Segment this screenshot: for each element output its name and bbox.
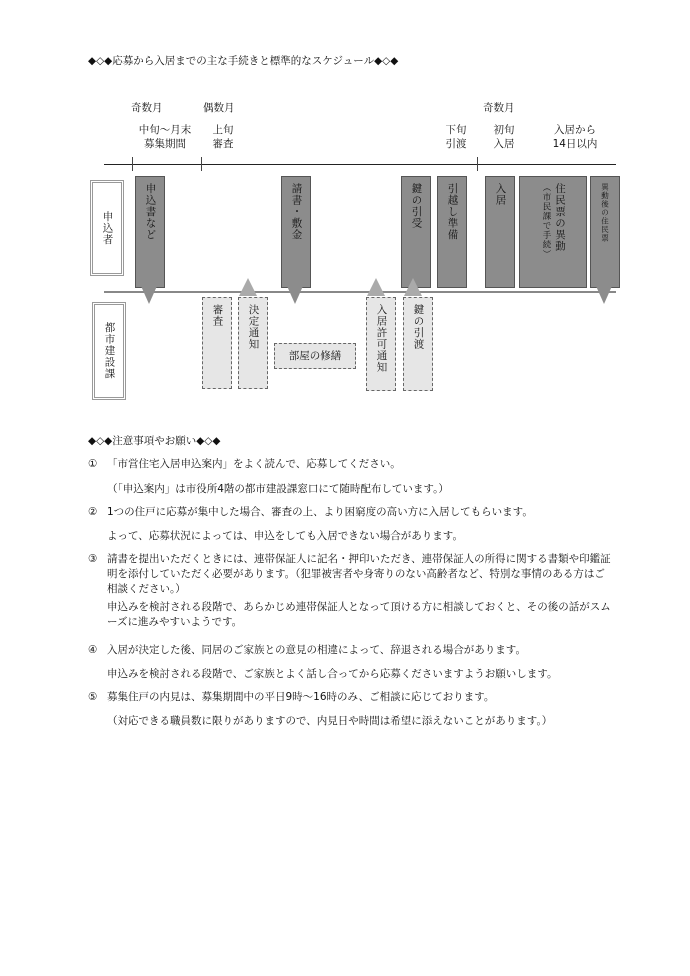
step-room-repair [274,343,356,369]
step-decision-notice [238,297,268,389]
lane-divider [104,291,616,293]
party-city-label: 都市建設課 [103,322,116,380]
note-text: 「市営住宅入居申込案内」をよく読んで、応募してください。 [107,458,401,470]
party-applicant-label: 申込者 [101,210,114,246]
step-key-receive-label: 鍵の引受 [410,183,423,229]
arrow-up [239,278,257,296]
period-5-label: 14日以内 [552,138,598,150]
note-number: ③ [88,553,98,565]
step-post-move-registry-label: 異動後の住民票 [600,183,610,243]
arrow-up [367,278,385,296]
timeline-axis [104,164,616,165]
period-2-label: 審査 [212,138,234,150]
step-application [135,176,165,288]
note-number: ④ [88,644,98,656]
step-application-label: 申込書など [144,183,157,241]
step-move-in-permit-label: 入居許可通知 [375,304,388,373]
step-resident-registry-label: 住民票の異動 [554,183,566,252]
period-1-label: 募集期間 [144,138,186,150]
note-text: 募集住戸の内見は、募集期間中の平日9時～16時のみ、ご相談に応じております。 [107,691,495,703]
step-move-in-label: 入居 [494,183,507,206]
step-pledge-deposit [281,176,311,288]
label-even-month: 偶数月 [203,102,235,114]
timeline-tick [201,157,202,171]
note-text: 申込みを検討される段階で、ご家族とよく話し合ってから応募くださいますようお願いします。 [107,668,558,680]
note-text: よって、応募状況によっては、申込をしても入居できない場合があります。 [107,530,463,542]
arrow-down [596,286,612,304]
step-pledge-label: 請書・敷金 [290,183,303,241]
step-decision-notice-label: 決定通知 [247,304,260,350]
step-moving-prep-label: 引越し準備 [446,183,459,241]
label-odd-month-2: 奇数月 [483,102,515,114]
period-4-label: 入居 [493,138,515,150]
party-city [92,302,126,400]
note-text: （対応できる職員数に限りがありますので、内見日や時間は希望に添えないことがあります。） [107,715,553,727]
step-screening-label: 審査 [211,304,224,327]
step-screening [202,297,232,389]
note-text: 1つの住戸に応募が集中した場合、審査の上、より困窮度の高い方に入居してもらいます。 [107,506,533,518]
timeline-tick [132,157,133,171]
period-1: 中旬～月末 [138,124,192,136]
page-title: ◆◇◆応募から入居までの主な手続きと標準的なスケジュール◆◇◆ [88,55,399,67]
step-move-in [485,176,515,288]
step-key-receive [401,176,431,288]
period-2: 上旬 [212,124,234,136]
period-4: 初旬 [493,124,515,136]
timeline-tick [477,157,478,171]
step-post-move-registry [590,176,620,288]
period-3-label: 引渡 [445,138,467,150]
step-room-repair-label: 部屋の修繕 [288,349,342,362]
step-key-handover-label: 鍵の引渡 [412,304,425,350]
note-text: （「申込案内」は市役所4階の都市建設課窓口にて随時配布しています。） [107,483,449,495]
arrow-down [287,286,303,304]
arrow-up [404,278,422,296]
arrow-down [141,286,157,304]
step-key-handover [403,297,433,391]
step-move-in-permit [366,297,396,391]
note-text: 請書を提出いただくときには、連帯保証人に記名・押印いただき、連帯保証人の所得に関する書類や印鑑証明を添付していただく必要があります。（犯罪被害者や身寄りのない高齢者など、特別な事情のある方はご相談ください。） [107,553,611,595]
party-applicant [90,180,124,276]
note-number: ② [88,506,98,518]
label-odd-month-1: 奇数月 [131,102,163,114]
note-number: ⑤ [88,691,98,703]
step-resident-registry-note: （市民課で手続） [541,183,551,259]
note-number: ① [88,458,98,470]
step-moving-prep [437,176,467,288]
note-text: 申込みを検討される段階で、あらかじめ連帯保証人となって頂ける方に相談しておくと、その後の話がスムーズに進みやすいようです。 [107,601,611,628]
notes-header: ◆◇◆注意事項やお願い◆◇◆ [88,435,221,447]
period-5: 入居から [554,124,596,136]
note-text: 入居が決定した後、同居のご家族との意見の相違によって、辞退される場合があります。 [107,644,526,656]
period-3: 下旬 [445,124,467,136]
step-resident-registry [519,176,587,288]
